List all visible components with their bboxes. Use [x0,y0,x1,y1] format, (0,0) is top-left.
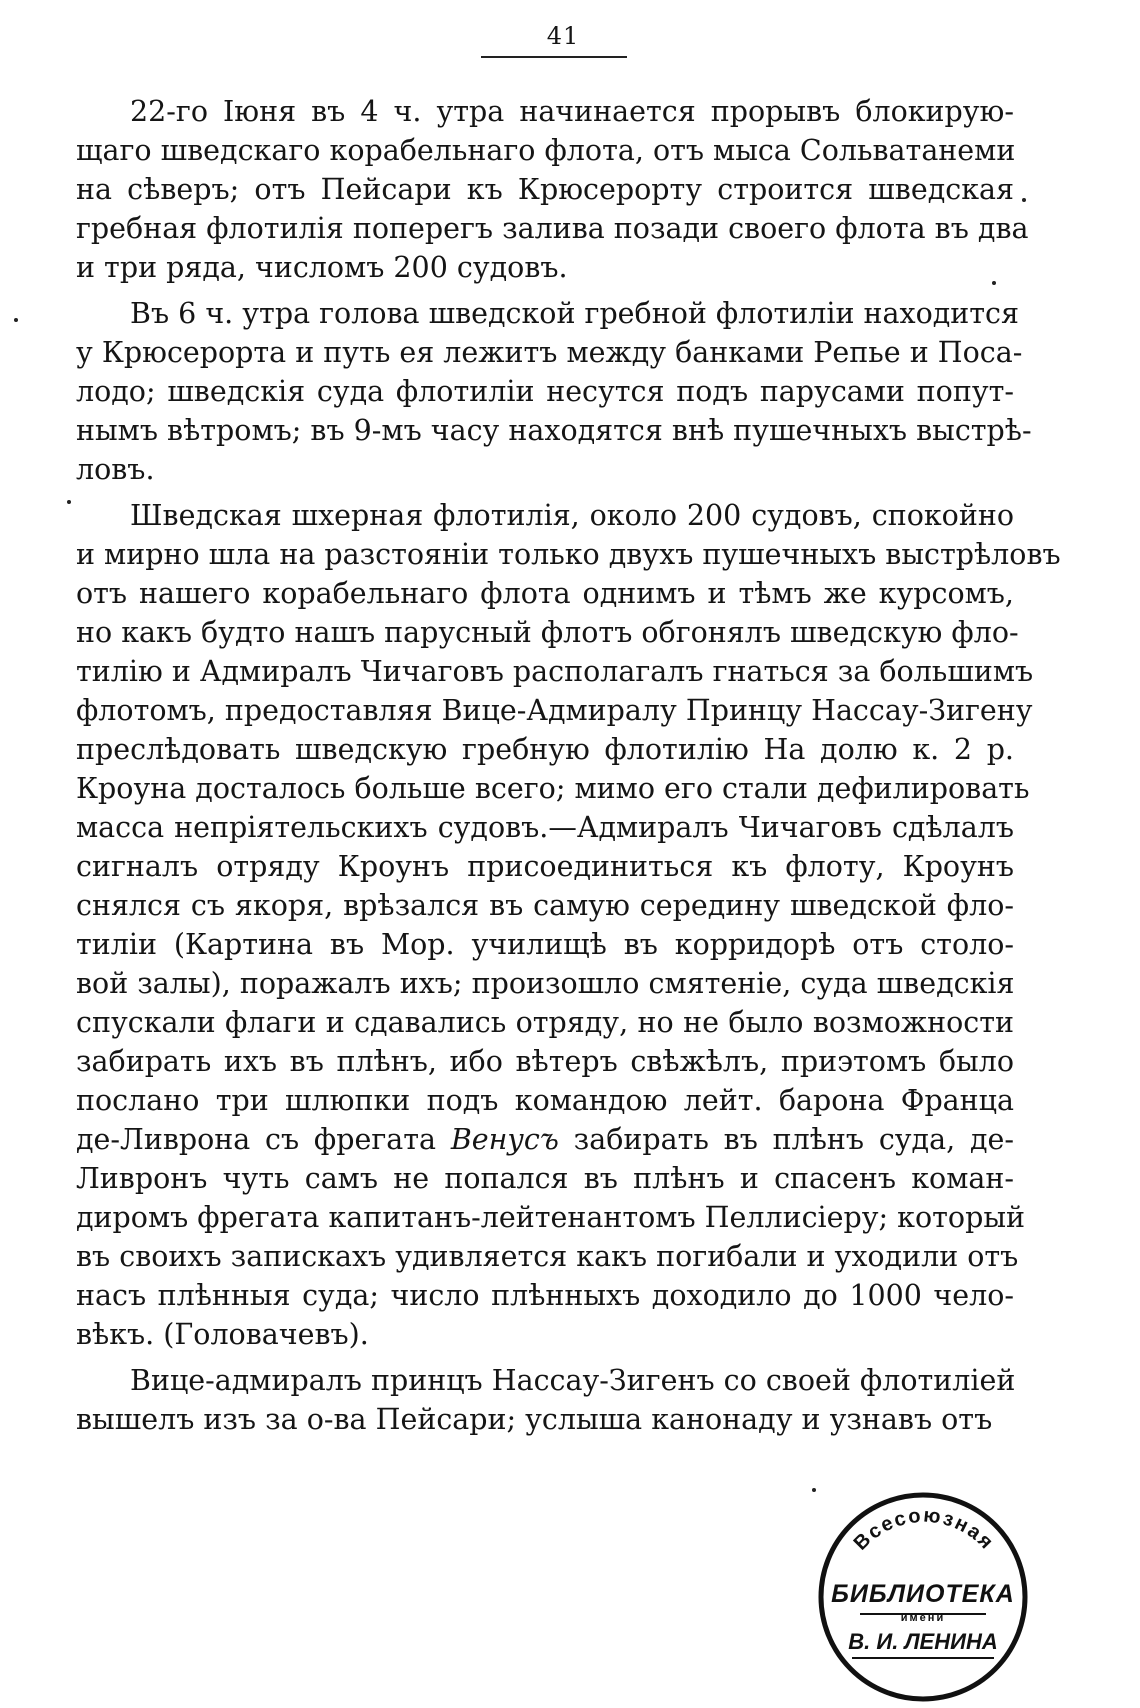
text-line: на сѣверъ; отъ Пейсари къ Крюсерорту строится шведская [76,173,1014,206]
text-line: щаго шведскаго корабельнаго флота, отъ мыса Сольватанеми [76,134,1016,167]
text-line: вой залы), поражалъ ихъ; произошло смятеніе, суда шведскія [76,967,1015,1000]
text-line: 22-го Іюня въ 4 ч. утра начинается прорывъ блокирую- [130,95,1014,128]
stamp-subtitle: имени [900,1612,946,1624]
paragraph [76,294,1032,489]
text-line: но какъ будто нашъ парусный флотъ обгонялъ шведскую фло- [76,616,1019,649]
text-line: диромъ фрегата капитанъ-лейтенантомъ Пеллисіеру; который [76,1201,1026,1234]
library-stamp [812,1486,1034,1708]
text-line: гребная флотилія поперегъ залива позади своего флота въ два [76,212,1029,245]
page-number: 41 [546,22,580,50]
text-line: Шведская шхерная флотилія, около 200 судовъ, спокойно [130,499,1014,532]
text-line: послано три шлюпки подъ командою лейт. барона Франца [76,1084,1014,1117]
paragraph [76,1361,1014,1439]
text-line: насъ плѣнныя суда; число плѣнныхъ доходило до 1000 чело- [76,1279,1014,1312]
text-line: Кроуна досталось больше всего; мимо его стали дефилировать [76,772,1030,805]
stamp-name: В. И. ЛЕНИНА [848,1629,998,1654]
text-line: де-Ливрона съ фрегата Венусъ забирать въ плѣнъ суда, де- [76,1123,1014,1156]
paragraph [76,92,1029,287]
text-line: лодо; шведскія суда флотиліи несутся подъ парусами попут- [76,375,1014,408]
paragraph [76,496,1061,1354]
text-line: флотомъ, предоставляя Вице-Адмиралу Принцу Нассау-Зигену [76,694,1033,727]
print-speck [992,281,996,285]
text-line: преслѣдовать шведскую гребную флотилію На долю к. 2 р. [76,733,1014,766]
text-line: Вице-адмиралъ принцъ Нассау-Зигенъ со своей флотиліей [130,1364,1016,1397]
text-line: сигналъ отряду Кроунъ присоединиться къ флоту, Кроунъ [76,850,1014,883]
text-line: и мирно шла на разстояніи только двухъ пушечныхъ выстрѣловъ [76,538,1061,571]
text-line: нымъ вѣтромъ; въ 9-мъ часу находятся внѣ пушечныхъ выстрѣ- [76,414,1032,447]
print-speck [67,500,71,504]
stamp-top-arc: Всесоюзная [849,1504,999,1555]
page-number-rule [481,56,627,58]
text-line: ловъ. [76,453,155,486]
text-line: отъ нашего корабельнаго флота однимъ и тѣмъ же курсомъ, [76,577,1014,610]
text-line: снялся съ якоря, врѣзался въ самую середину шведской фло- [76,889,1014,922]
text-line: забирать ихъ въ плѣнъ, ибо вѣтеръ свѣжѣлъ, приэтомъ было [76,1045,1014,1078]
text-line: тиліи (Картина въ Мор. училищѣ въ корридорѣ отъ столо- [76,928,1014,961]
print-speck [1022,198,1026,202]
text-line: тилію и Адмиралъ Чичаговъ располагалъ гнаться за большимъ [76,655,1034,688]
text-body [76,92,1061,1446]
text-line: Ливронъ чуть самъ не попался въ плѣнъ и спасенъ коман- [76,1162,1014,1195]
text-line: спускали флаги и сдавались отряду, но не было возможности [76,1006,1014,1039]
text-line: вѣкъ. (Головачевъ). [76,1318,369,1351]
stamp-title: БИБЛИОТЕКА [831,1580,1015,1608]
print-speck [14,318,18,322]
text-line: у Крюсерорта и путь ея лежитъ между банками Репье и Поса- [76,336,1023,369]
text-line: въ своихъ запискахъ удивляется какъ погибали и уходили отъ [76,1240,1019,1273]
text-line: масса непріятельскихъ судовъ.—Адмиралъ Чичаговъ сдѣлалъ [76,811,1014,844]
text-line: Въ 6 ч. утра голова шведской гребной флотиліи находится [130,297,1019,330]
text-line: и три ряда, числомъ 200 судовъ. [76,251,568,284]
text-line: вышелъ изъ за о-ва Пейсари; услыша канонаду и узнавъ отъ [76,1403,993,1436]
